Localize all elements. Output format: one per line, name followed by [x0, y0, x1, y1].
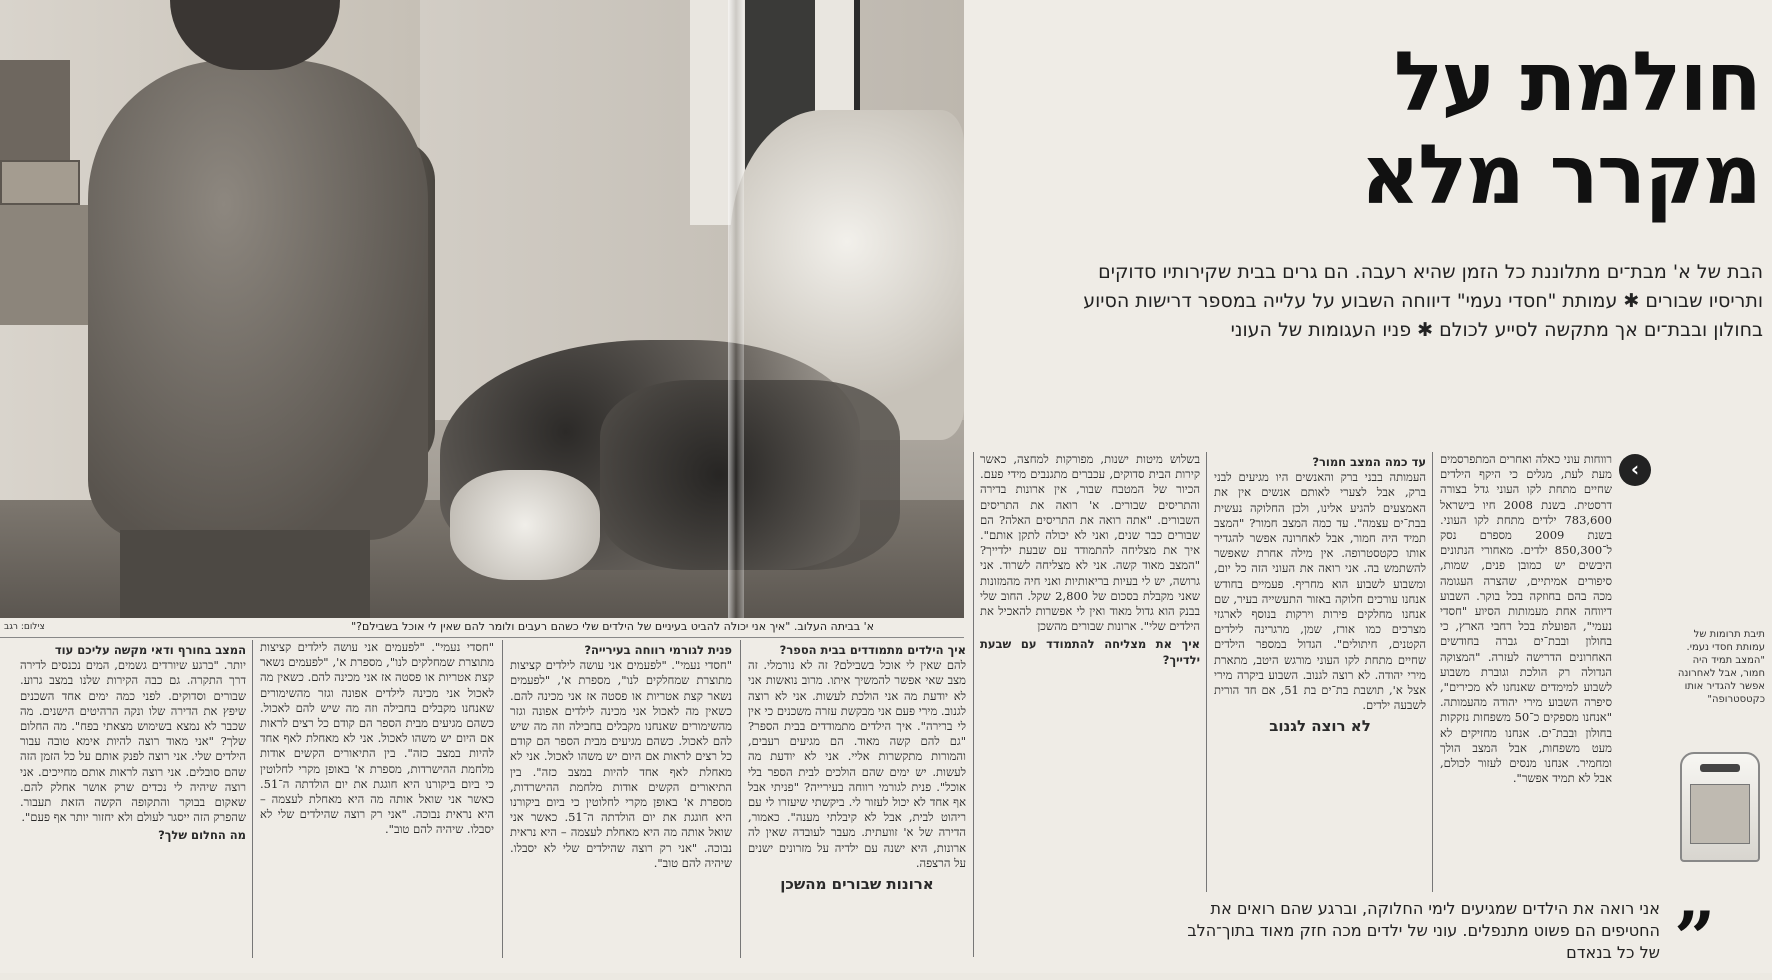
- photo-credit: צילום: רגב: [4, 622, 45, 632]
- column-3: בשלוש מיטות ישנות, מפורקות למחצה, כאשר קירות הבית סדוקים, עכברים מתגנבים מידי פעם. הכיור של המטבח שבור, אין ארונות בדירה והתריסים שבורים. א' רואה את התריסים השבורים. "אתה רואה את התריסים האלה? הם שבורים כבר שנים, ואני לא יכולה לתקן אותם". איך את מצליחה להתמודד עם שבעת ילדייך? "המצב מאוד קשה. אני לא מצליחה לשרוד. אני גרושה, יש לי בעיות בריאותיות ואני חיה מהמזונות שאני מקבלת בסכום של 2,800 שקל. החוב שלי בבנק הוא גדול מאוד ואין לי אפשרות להאכיל את הילדים שלי". ארונות שבורים מהשכן איך את מצליחה להתמודד עם שבעת ילדייך?: [980, 452, 1201, 667]
- column-7: המצב בחורף ודאי מקשה עליכם עוד יותר. "ברגע שיורדים גשמים, המים נכנסים לדירה דרך התקרה. גם כבה הקירות שלנו במצב גרוע. שבורים וסדוקים. לפני כמה ימים אחד השכנים שיפץ את הדירה שלו ונקה הרהיטים הישנים. מה שכבר לא נמצא בשימוש מצאתי בפח". מה החלום שלך? "אני מאוד רוצה להיות אימא טובה עבור הילדים שלי. אני רוצה לפנק אותם על כל הזמן הזה שהם סובלים. אני רוצה לראות אותם מחייכים. אני רוצה שיהיה לי נכדים שרק אושר אחלק להם. שאקום בבוקר והתקופה הקשה הזאת תעבור. שהפרק הזה ייסגר לעולם ולא יחזור יותר אף פעם". מה החלום שלך?: [20, 643, 246, 843]
- column-1b: [1440, 624, 1652, 894]
- page-fold: [728, 0, 744, 618]
- column-head: איך את מצליחה להתמודד עם שבעת ילדייך?: [980, 637, 1200, 667]
- headline-line-2: מקרר מלא: [1360, 128, 1760, 223]
- pull-quote: אני רואה את הילדים שמגיעים לימי החלוקה, וברגע שהם רואים את החטיפים הם פשוט מתנפלים. עוני של ילדים מכה חזק מאוד בתוך־הלב של כל בנאדם: [1187, 899, 1660, 962]
- caption-strip: [0, 618, 964, 638]
- column-head: פנית לגורמי רווחה בעירייה?: [584, 643, 732, 657]
- column-head: עד כמה המצב חמור?: [1312, 455, 1426, 469]
- article-photo: [0, 0, 964, 618]
- subheadline: הבת של א' מבת־ים מתלוננת כל הזמן שהיא רעבה. הם גרים בבית שקירותיו סדוקים ותריסיו שבורים ✱ עמותת "חסדי נעמי" דיווחה השבוע על עלייה במספר דרישות הסיוע בחולון ובבת־ים אך מתקשה לסייע לכולם ✱ פניו העגומות של העוני: [1083, 261, 1763, 341]
- column-1: רווחות עוני כאלה ואחרים המתפרסמים מעת לעת, מגלים כי היקף הילדים שחיים מתחת לקו העוני גדל בצורה דרסטית. בשנת 2008 חיו בישראל 783,600 ילדים מתחת לקו העוני. בשנת 2009 מספרם נסק ל־850,300 ילדים. מאחורי הנתונים היבשים יש כמובן פנים, שמות, סיפורים אמיתיים, שהצרה העגומה מכה בהם בחוזקה בכל בוקר. השבוע דיווחה אחת מעמותות הסיוע "חסדי נעמי", הפועלת בכל רחבי הארץ, כי בחולון ובבת־ים גברה בחודשים האחרונים הדרישה לעזרה. "המצוקה הגדולה רק הולכת וגוברת משבוע לשבוע למימדים שאנחנו לא מכירים", סיפרה השבוע מירי יהודה מהעמותה. "אנחנו מספקים כ־50 משפחות נזקקות בחולון ובבת־ים. אנחנו מחזיקים לא מעט משפחות, אבל המצב הולך ומחמיר. אנחנו מנסים לעזור לכולם, אבל לא תמיד אפשר".: [1440, 452, 1612, 786]
- column-5: פנית לגורמי רווחה בעירייה? "חסדי נעמי". "לפעמים אני עושה לילדים קציצות מתוצרת שמחלקים לנו", מספרת א', "לפעמים נשאר קצת אטריות או פסטה אז אני מכינה להם. כשאין מה לאכול אני מכינה לילדים אפונה וגזר מהשימורים שאנחנו מקבלים בחבילה וזה מה שיש להם לאכול. כשהם מגיעים מבית הספר הם קודם כל רצים לראות אם היום יש משהו לאכול. אני לא מאחלת לאף אחד להיות במצב כזה". בין התיאורים הקשים אודות מלחמת ההישרדות, מספרת א' באופן מקרי לחלוטין כי ביום ביקורנו היא חוגגת את יום הולדתה ה־51. כאשר אני שואל אותה מה היא מאחלת לעצמה – היא נראית נבוכה. "אני רק רוצה שהילדים שלי לא יסבלו. שיהיה להם טוב".: [510, 643, 732, 870]
- sidebar-caption: תיבת תרומות של עמותת חסדי נעמי. "המצב תמיד היה חמור, אבל לאחרונה אפשר להגדיר אותו כקטסטרופה": [1677, 629, 1765, 705]
- column-6: "חסדי נעמי". "לפעמים אני עושה לילדים קציצות מתוצרת שמחלקים לנו", מספרת א', "לפעמים נשאר קצת אטריות או פסטה אז אני מכינה להם. כשאין מה לאכול אני מכינה לילדים אפונה וגזר מהשימורים שאנחנו מקבלים בחבילה וזה מה שיש להם לאכול. כשהם מגיעים מבית הספר הם קודם כל רצים לראות אם היום יש משהו לאכול. אני לא מאחלת לאף אחד להיות במצב כזה". בין התיאורים הקשים אודות מלחמת ההישרדות, מספרת א' באופן מקרי לחלוטין כי ביום ביקורנו היא חוגגת את יום הולדתה ה־51. כאשר אני שואל אותה מה היא מאחלת לעצמה – היא נראית נבוכה. "אני רק רוצה שהילדים שלי לא יסבלו. שיהיה להם טוב".: [260, 640, 494, 837]
- donation-box-image: [1680, 752, 1760, 862]
- subhead-steal: לא רוצה לגנוב: [1269, 717, 1371, 736]
- woman-figure: [88, 60, 428, 540]
- column-4: איך הילדים מתמודדים בבית הספר? להם שאין לי אוכל בשבילם? זה לא נורמלי. זה מצב שאי אפשר להמשיך איתו. מרוב נואשות אני לא יודעת מה אני הולכת לעשות. אני לא רוצה לגנוב. מירי פעם אני מבקשת עזרה משכנים כי אין לי ברירה". איך הילדים מתמודדים בבית הספר? "גם להם קשה מאוד. הם מגיעים רעבים, והמורות מתקשרות אליי. אני לא יודעת מה לעשות. יש ימים שהם הולכים לבית הספר בלי אוכל". פנית לגורמי רווחה בעירייה? "פניתי אבל אף אחד לא יכול לעזור לי. ביקשתי שיעזרו לי עם ריהוט לבית, אבל לא קיבלתי מענה". כאמור, הדירה של א' זוועתית. מעבר לעובדה שאין לה ארונות, היא ישנה עם ילדיה על מזרונים ישנים על הרצפה. ארונות שבורים מהשכן: [748, 643, 966, 894]
- headline: [1160, 35, 1760, 224]
- subhead-closets: ארונות שבורים מהשכן: [780, 875, 934, 894]
- column-2: עד כמה המצב חמור? העמותה בבני ברק והאנשים היו מגיעים לבני ברק, אבל לצערי לאותם אנשים אין את האמצעים להגיע אלינו, ולכן החלוקה נעשית בבת־ים עצמה". עד כמה המצב חמור? "המצב תמיד היה חמור, אבל לאחרונה אפשר להגדיר אותו כקטסטרופה. אין מילה אחרת שאפשר להשתמש בה. אני רואה את העוני הזה כל יום, ומשבוע לשבוע הוא מחריף. פעמיים בחודש אנחנו עורכים חלוקה באזור התעשייה בעיר, שם אנחנו מחלקים פירות וירקות בנוסף לארגזי מצרכים כמו אורז, שמן, מרגרינה לילדים הקטנים, חיתולים". הגדול במספר הילדים שחיים מתחת לקו העוני מורגש היטב, מתארת מירי יהודה. לא רוצה לגנוב. השבוע ביקרה מירי אצל א', תושבת בת־ים בת 51, אם חד הורית לשבעה ילדים. לא רוצה לגנוב: [1214, 455, 1426, 736]
- headline-line-1: חולמת על: [1393, 35, 1760, 130]
- column-head: המצב בחורף ודאי מקשה עליכם עוד: [54, 643, 246, 657]
- quote-mark-icon: ”: [1674, 895, 1716, 980]
- column-head: איך הילדים מתמודדים בבית הספר?: [779, 643, 966, 657]
- photo-caption: א' בביתה העלוב. "איך אני יכולה להביט בעיניים של הילדים שלי כשהם רעבים ולומר להם שאין לי אוכל בשבילם?": [351, 620, 874, 633]
- chevron-left-icon: ‹: [1619, 454, 1651, 486]
- column-head: מה החלום שלך?: [158, 828, 246, 843]
